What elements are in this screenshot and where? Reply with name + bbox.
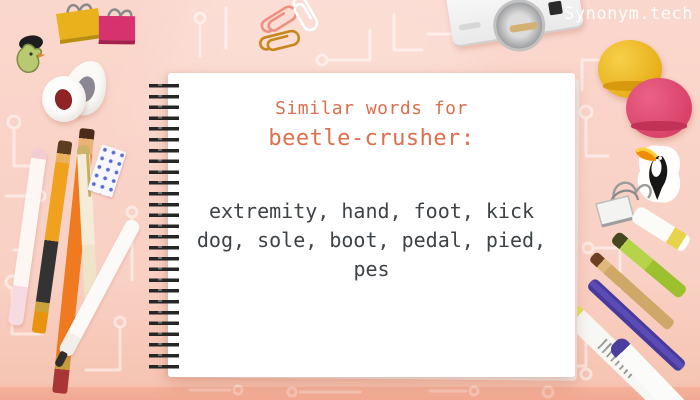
synonym-line: extremity, hand, foot, kick xyxy=(208,199,535,223)
heading-line1: Similar words for xyxy=(275,98,468,119)
binder-clip-pink xyxy=(89,0,142,49)
paper-clips xyxy=(254,0,330,52)
heading-block xyxy=(168,98,575,151)
synonym-line: pes xyxy=(353,257,390,281)
synonym-list xyxy=(168,197,575,284)
synonym-line: dog, sole, boot, pedal, pied, xyxy=(196,228,547,252)
site-logo: Synonym.tech xyxy=(564,4,693,24)
spiral-binding-highlight xyxy=(158,84,162,372)
macaron-pink xyxy=(626,78,692,138)
heading-word: beetle-crusher: xyxy=(268,126,475,151)
camera-viewfinder xyxy=(548,1,563,16)
camera-slot xyxy=(458,21,481,30)
bottom-accent-band xyxy=(0,387,700,400)
eraser-round xyxy=(42,76,86,122)
bird-figurine xyxy=(12,34,50,76)
eraser-red-dot xyxy=(53,87,74,111)
macaron-pink-filling xyxy=(631,121,687,131)
